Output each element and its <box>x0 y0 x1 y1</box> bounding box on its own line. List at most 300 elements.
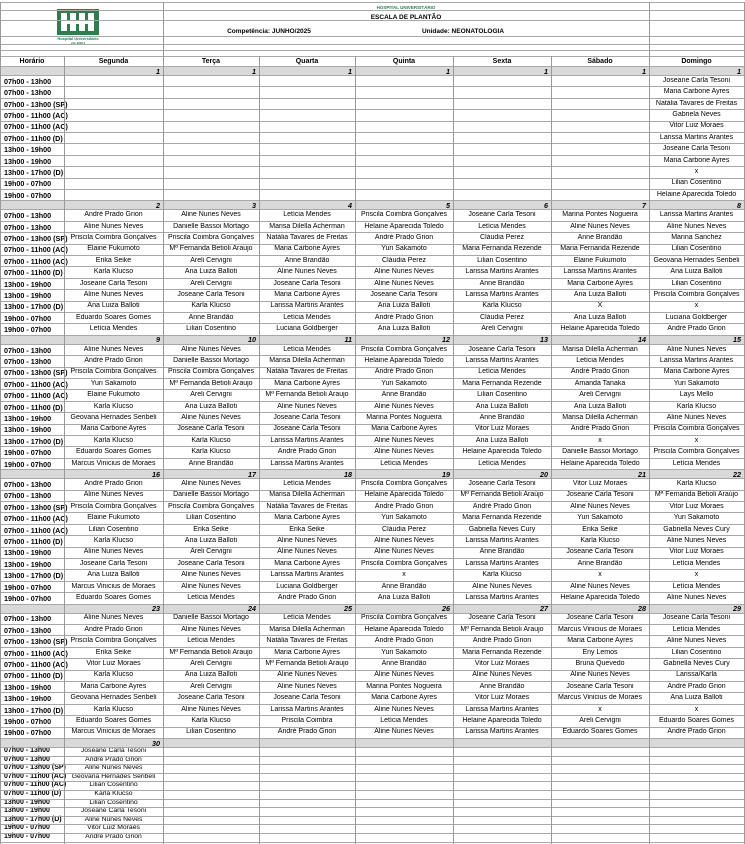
shift-cell: Joseane Carla Tesoni <box>273 425 341 433</box>
shift-cell: Érika Seike <box>95 648 132 656</box>
shift-cell: André Prado Grion <box>570 368 630 376</box>
shift-cell: Anne Brandão <box>577 559 623 567</box>
shift-cell: Mª Fernanda Betioli Araujo <box>169 245 253 253</box>
shift-cell: Letícia Mendes <box>672 459 721 467</box>
shift-cell: André Prado Grion <box>374 368 434 376</box>
shift-label: 13h00 - 19h00 <box>4 279 52 289</box>
shift-cell: Ana Luiza Balloti <box>184 268 238 276</box>
shift-cell: Ana Luiza Balloti <box>377 325 431 333</box>
shift-cell: Aline Nunes Neves <box>374 268 434 276</box>
shift-cell: Joseane Carla Tesoni <box>273 414 341 421</box>
shift-cell: Anne Brandão <box>479 279 525 287</box>
shift-label: 07h00 - 13h00 <box>4 755 50 763</box>
shift-cell: Letícia Mendes <box>672 625 721 633</box>
shift-cell: Areli Cervigni <box>190 548 232 556</box>
shift-cell: Geovana Hernades Seribeli <box>70 414 157 421</box>
shift-cell: Maria Carbone Ayres <box>663 156 730 164</box>
shift-cell: Larissa Martins Arantes <box>563 268 637 276</box>
shift-cell: André Prado Grion <box>277 448 337 456</box>
grid-line <box>0 166 744 167</box>
shift-cell: Lilian Cosentino <box>186 325 236 333</box>
shift-label: 07h00 - 11h00 (D) <box>4 402 63 412</box>
shift-cell: André Prado Grion <box>667 325 726 333</box>
shift-cell: André Prado Grion <box>667 728 726 736</box>
shift-cell: Eduardo Soares Gomes <box>75 448 152 456</box>
shift-cell: Elaine Fukumoto <box>573 256 627 264</box>
shift-label: 07h00 - 11h00 (AC) <box>4 245 68 255</box>
shift-cell: Marina Sanchez <box>671 234 722 241</box>
shift-cell: Aline Nunes Neves <box>570 582 630 590</box>
shift-cell: Maria Carbone Ayres <box>567 637 633 645</box>
shift-cell: Lilian Cosentino <box>671 648 722 656</box>
shift-cell: Mª Fernanda Betioli Araujo <box>460 625 544 633</box>
shift-cell: Gabriella Neves Cury <box>663 525 730 533</box>
shift-cell: Larissa Martins Arantes <box>465 705 539 713</box>
shift-cell: Natália Tavares de Freitas <box>266 637 348 645</box>
grid-line <box>0 121 744 122</box>
shift-label: 07h00 - 13h00 <box>4 614 52 624</box>
shift-cell: André Prado Grion <box>472 637 532 645</box>
shift-cell: Aline Nunes Neves <box>374 279 434 287</box>
shift-cell: Larissa/Karla <box>676 671 717 679</box>
shift-cell: Larissa Martins Arantes <box>465 728 539 736</box>
shift-label: 19h00 - 07h00 <box>4 824 50 832</box>
shift-cell: Ana Luiza Balloti <box>184 402 238 410</box>
shift-label: 19h00 - 07h00 <box>4 459 52 469</box>
shift-cell: Karla Klucso <box>191 448 231 456</box>
day-number: 16 <box>152 469 160 479</box>
grid-line <box>0 109 744 110</box>
shift-cell: Anne Brandão <box>381 660 427 667</box>
shift-cell: Larissa Martins Arantes <box>659 133 734 141</box>
shift-cell: X <box>597 302 603 310</box>
shift-label: 19h00 - 07h00 <box>4 594 52 603</box>
shift-cell: Helaine Aparecida Toledo <box>364 625 444 633</box>
shift-cell: Priscila Coimbra Gonçalves <box>70 368 157 376</box>
column-header-5: Sexta <box>492 58 512 65</box>
day-number: 8 <box>737 200 741 210</box>
shift-cell: Aline Nunes Neves <box>570 671 630 679</box>
shift-cell: Vitor Luiz Moraes <box>669 122 724 130</box>
shift-label: 07h00 - 11h00 (AC) <box>4 111 68 120</box>
shift-cell: André Prado Grion <box>85 833 142 840</box>
shift-cell: Larissa Martins Arantes <box>465 291 539 298</box>
shift-cell: Lilian Cosentino <box>477 256 527 264</box>
column-header-6: Sábado <box>587 58 613 65</box>
shift-label: 13h00 - 19h00 <box>4 798 50 806</box>
shift-cell: André Prado Grion <box>667 682 726 690</box>
day-number: 26 <box>442 604 450 614</box>
grid-line <box>0 189 744 190</box>
shift-cell: Aline Nunes Neves <box>83 291 144 298</box>
shift-cell: Yuri Sakamoto <box>673 514 720 522</box>
shift-cell: Priscila Coimbra Gonçalves <box>168 368 254 376</box>
shift-cell: Maria Carbone Ayres <box>663 368 730 376</box>
shift-label: 13h00 - 17h00 (D) <box>4 302 64 312</box>
shift-label: 07h00 - 11h00 (AC) <box>4 391 68 401</box>
grid-line <box>0 98 744 99</box>
shift-cell: Areli Cervigni <box>190 391 232 399</box>
shift-cell: Aline Nunes Neves <box>374 448 434 456</box>
day-number: 6 <box>544 200 548 210</box>
shift-cell: Larissa Martins Arantes <box>465 594 539 601</box>
shift-cell: Eduardo Soares Gomes <box>75 313 152 321</box>
day-number: 13 <box>540 335 548 345</box>
shift-cell: Letícia Mendes <box>89 325 138 333</box>
shift-cell: Karla Klucso <box>191 717 231 724</box>
shift-label: 07h00 - 11h00 (AC) <box>4 514 68 524</box>
shift-label: 19h00 - 07h00 <box>4 833 50 840</box>
shift-label: 19h00 - 07h00 <box>4 313 52 323</box>
shift-cell: Marcus Vinicius de Moraes <box>71 582 156 590</box>
shift-cell: Helaine Aparecida Toledo <box>364 222 444 230</box>
shift-cell: Bruna Quevedo <box>575 660 625 667</box>
hospital-name: HOSPITAL UNIVERSITÁRIO <box>376 5 436 10</box>
shift-cell: Ana Luiza Balloti <box>87 302 140 310</box>
shift-cell: Aline Nunes Neves <box>277 682 337 690</box>
shift-cell: Vitor Luiz Moraes <box>669 502 724 510</box>
shift-cell: Lilian Cosentino <box>671 245 722 253</box>
shift-label: 07h00 - 13h00 <box>4 480 52 489</box>
shift-cell: Vitor Luiz Moraes <box>572 480 628 487</box>
shift-cell: Aline Nunes Neves <box>374 548 434 556</box>
day-number: 3 <box>252 200 256 210</box>
shift-cell: Helaine Aparecida Toledo <box>462 717 542 724</box>
shift-cell: Priscila Coimbra Gonçalves <box>361 559 447 567</box>
shift-cell: Maria Carbone Ayres <box>80 425 147 433</box>
shift-cell: Aline Nunes Neves <box>181 345 241 353</box>
shift-cell: Areli Cervigni <box>190 256 232 264</box>
shift-cell: Letícia Mendes <box>672 559 721 567</box>
grid-line <box>0 132 744 133</box>
grid-line <box>0 56 744 57</box>
grid-line <box>0 44 744 45</box>
shift-cell: Lilian Cosentino <box>186 514 236 522</box>
shift-cell: Aline Nunes Neves <box>570 222 630 230</box>
shift-cell: Gabriela Neves <box>672 111 721 118</box>
shift-label: 07h00 - 11h00 (AC) <box>4 256 68 266</box>
shift-label: 19h00 - 07h00 <box>4 325 52 335</box>
shift-cell: Marcus Vinicius de Moraes <box>558 625 642 633</box>
shift-cell: x <box>694 302 699 310</box>
shift-cell: Letícia Mendes <box>283 313 331 321</box>
shift-cell: Aline Nunes Neves <box>84 764 143 772</box>
shift-label: 19h00 - 07h00 <box>4 582 52 592</box>
shift-cell: Ana Luiza Balloti <box>670 694 723 702</box>
day-number: 20 <box>540 469 548 479</box>
shift-cell: Maria Carbone Ayres <box>274 379 340 387</box>
shift-label: 13h00 - 17h00 (D) <box>4 815 62 823</box>
shift-cell: Joseane Carla Tesoni <box>177 694 245 702</box>
shift-cell: Joseane Carla Tesoni <box>468 211 536 219</box>
shift-cell: André Prado Grion <box>84 211 143 219</box>
shift-cell: Karla Klucso <box>482 302 522 310</box>
shift-cell: Priscila Coimbra Gonçalves <box>70 637 157 645</box>
day-number: 22 <box>733 469 741 479</box>
shift-cell: Vitor Luiz Moraes <box>474 425 530 433</box>
shift-cell: Vitor Luiz Moraes <box>87 824 140 832</box>
day-number: 18 <box>344 469 352 479</box>
shift-cell: Maria Carbone Ayres <box>371 425 437 433</box>
grid-line <box>0 143 744 144</box>
shift-cell: Eduardo Soares Gomes <box>75 717 152 724</box>
grid-column-line <box>0 2 1 844</box>
shift-cell: Vitor Luiz Moraes <box>474 660 530 667</box>
shift-cell: Marina Pontes Nogueira <box>562 211 638 219</box>
shift-cell: Aline Nunes Neves <box>83 222 144 230</box>
shift-cell: Aline Nunes Neves <box>374 728 434 736</box>
shift-cell: André Prado Grion <box>84 480 143 487</box>
shift-cell: Lilian Cosentino <box>89 781 138 789</box>
shift-cell: Helaine Aparecida Toledo <box>560 459 640 467</box>
shift-label: 13h00 - 19h00 <box>4 694 52 704</box>
shift-cell: Karla Klucso <box>93 705 134 713</box>
shift-cell: Cláudia Perez <box>480 234 524 241</box>
shift-cell: Yuri Sakamoto <box>381 245 427 253</box>
shift-cell: Mª Fernanda Betioli Araujo <box>169 648 253 656</box>
shift-label: 07h00 - 11h00 (D) <box>4 671 63 681</box>
shift-cell: Joseane Carla Tesoni <box>468 480 536 487</box>
shift-cell: Letícia Mendes <box>478 459 526 467</box>
shift-cell: Aline Nunes Neves <box>84 815 143 823</box>
shift-label: 07h00 - 13h00 (SP) <box>4 637 68 647</box>
shift-cell: Aline Nunes Neves <box>666 637 727 645</box>
shift-cell: Letícia Mendes <box>478 368 526 376</box>
shift-label: 07h00 - 13h00 (SP) <box>4 368 68 378</box>
shift-cell: Érika Seike <box>582 525 618 533</box>
shift-cell: Maria Fernanda Rezende <box>462 514 542 522</box>
shift-cell: Yuri Sakamoto <box>577 514 623 522</box>
shift-cell: Maria Carbone Ayres <box>663 88 730 96</box>
shift-cell: Danielle Bassoi Mortago <box>173 357 249 364</box>
shift-cell: Priscila Coimbra Gonçalves <box>361 211 447 219</box>
shift-cell: Marina Pontes Nogueira <box>366 414 442 421</box>
shift-cell: Mª Fernanda Betioli Araújo <box>654 491 739 499</box>
shift-cell: Cláudia Perez <box>382 525 426 533</box>
shift-cell: Areli Cervigni <box>190 279 232 287</box>
day-number: 5 <box>446 200 450 210</box>
shift-cell: Ana Luiza Balloti <box>573 291 627 298</box>
column-header-4: Quinta <box>392 58 416 65</box>
day-number: 27 <box>540 604 548 614</box>
column-header-2: Terça <box>201 58 221 65</box>
shift-cell: Geovana Hernades Seribeli <box>653 256 740 264</box>
shift-cell: Marcus Vinicius de Moraes <box>71 459 156 467</box>
shift-label: 07h00 - 13h00 <box>4 88 52 98</box>
shift-cell: Lilian Cosentino <box>671 279 722 287</box>
shift-label: 19h00 - 07h00 <box>4 728 52 738</box>
shift-cell: Geovana Hernades Seribeli <box>71 772 156 780</box>
shift-label: 07h00 - 13h00 <box>4 747 50 754</box>
shift-label: 07h00 - 11h00 (AC) <box>4 660 68 669</box>
shift-cell: Eny Lemos <box>582 648 618 656</box>
shift-cell: Joseane Carla Tesoni <box>177 291 245 298</box>
shift-cell: Luciana Goldberger <box>665 313 728 321</box>
shift-label: 07h00 - 11h00 (D) <box>4 790 62 797</box>
shift-cell: Anne Brandão <box>188 459 234 467</box>
shift-cell: Aline Nunes Neves <box>181 571 241 579</box>
shift-cell: Mª Fernanda Betioli Araujo <box>265 391 349 399</box>
shift-cell: Lilian Cosentino <box>88 525 139 533</box>
shift-cell: Marisa Dilella Acherman <box>269 491 345 499</box>
shift-cell: Priscila Coimbra Gonçalves <box>653 448 740 456</box>
shift-cell: Aline Nunes Neves <box>374 402 434 410</box>
shift-label: 07h00 - 13h00 <box>4 222 52 232</box>
shift-cell: Aline Nunes Neves <box>277 671 337 679</box>
shift-cell: Lilian Cosentino <box>477 391 527 399</box>
shift-cell: Aline Nunes Neves <box>374 537 434 544</box>
shift-cell: Aline Nunes Neves <box>83 548 144 556</box>
grid-line <box>0 10 744 11</box>
shift-label: 19h00 - 07h00 <box>4 190 52 200</box>
shift-cell: x <box>598 571 602 579</box>
shift-cell: Amanda Tanaka <box>574 379 626 387</box>
shift-cell: x <box>402 571 406 579</box>
shift-cell: Joseane Carla Tesoni <box>273 694 341 702</box>
shift-cell: Ana Luiza Balloti <box>87 571 140 579</box>
day-number: 4 <box>348 200 352 210</box>
shift-cell: Érika Seike <box>193 525 229 533</box>
day-number: 1 <box>156 66 160 76</box>
shift-cell: Anne Brandão <box>188 313 234 321</box>
shift-cell: Mª Fernanda Betioli Araujo <box>265 660 349 667</box>
day-number: 14 <box>638 335 646 345</box>
shift-cell: Yuri Sakamoto <box>90 379 137 387</box>
shift-cell: Geovana Hernades Seribeli <box>70 694 157 702</box>
shift-cell: Letícia Mendes <box>283 211 331 219</box>
shift-cell: Priscila Coimbra Gonçalves <box>70 234 157 241</box>
shift-cell: Aline Nunes Neves <box>374 436 434 444</box>
grid-line <box>0 842 744 843</box>
shift-cell: Aline Nunes Neves <box>181 625 241 633</box>
shift-cell: Karla Klucso <box>191 302 231 310</box>
shift-cell: Areli Cervigni <box>190 682 232 690</box>
shift-cell: Aline Nunes Neves <box>83 614 144 622</box>
grid-line <box>0 50 744 51</box>
shift-cell: Letícia Mendes <box>187 637 235 645</box>
shift-cell: Joseane Carla Tesoni <box>468 345 536 353</box>
shift-cell: Eduardo Soares Gomes <box>562 728 638 736</box>
shift-cell: Marcus Vinicius de Moraes <box>71 728 156 736</box>
shift-cell: Larissa Martins Arantes <box>270 436 344 444</box>
shift-cell: Karla Klucso <box>676 480 717 487</box>
shift-cell: Anne Brandão <box>479 414 525 421</box>
shift-cell: x <box>694 168 699 175</box>
shift-cell: Danielle Bassoi Mortago <box>173 491 249 499</box>
day-number: 12 <box>442 335 450 345</box>
shift-cell: Maria Carbone Ayres <box>274 559 340 567</box>
shift-cell: Natália Tavares de Freitas <box>266 502 348 510</box>
shift-cell: Maria Carbone Ayres <box>371 694 437 702</box>
grid-line <box>0 155 744 156</box>
shift-cell: Letícia Mendes <box>380 717 428 724</box>
shift-cell: Aline Nunes Neves <box>181 705 241 713</box>
shift-cell: Aline Nunes Neves <box>666 345 727 353</box>
shift-cell: Aline Nunes Neves <box>666 414 727 421</box>
shift-cell: Aline Nunes Neves <box>472 671 532 679</box>
shift-cell: Aline Nunes Neves <box>374 671 434 679</box>
shift-label: 13h00 - 17h00 (D) <box>4 436 64 446</box>
shift-cell: Joseane Carla Tesoni <box>566 614 634 622</box>
shift-cell: Letícia Mendes <box>187 594 235 601</box>
shift-cell: Joseane Carla Tesoni <box>662 614 731 622</box>
shift-cell: Maria Fernanda Rezende <box>560 245 640 253</box>
shift-label: 13h00 - 17h00 (D) <box>4 571 64 581</box>
shift-cell: Joseane Carla Tesoni <box>468 614 536 622</box>
shift-label: 13h00 - 19h00 <box>4 156 52 166</box>
shift-cell: Vitor Luiz Moraes <box>474 694 530 702</box>
shift-cell: Ana Luiza Balloti <box>670 268 723 276</box>
day-number: 23 <box>152 604 160 614</box>
shift-cell: Larissa Martins Arantes <box>270 302 344 310</box>
shift-label: 07h00 - 13h00 <box>4 345 52 355</box>
shift-cell: Larissa Martins Arantes <box>270 571 344 579</box>
shift-label: 07h00 - 11h00 (D) <box>4 268 63 278</box>
shift-label: 13h00 - 19h00 <box>4 425 52 435</box>
shift-cell: Marisa Dilella Acherman <box>269 222 345 230</box>
shift-cell: André Prado Grion <box>472 502 532 510</box>
shift-label: 13h00 - 17h00 (D) <box>4 168 64 177</box>
shift-cell: Danielle Bassoi Mortago <box>173 222 249 230</box>
shift-cell: Karla Klucso <box>676 402 717 410</box>
shift-cell: Aline Nunes Neves <box>277 402 337 410</box>
shift-cell: Eduardo Soares Gomes <box>658 717 735 724</box>
shift-cell: Joseane Carla Tesoni <box>566 682 634 690</box>
shift-cell: Joseane Carla Tesoni <box>79 279 148 287</box>
svg-text:Hospital Universitário: Hospital Universitário <box>57 36 99 41</box>
shift-cell: Cláudia Perez <box>382 256 426 264</box>
shift-label: 13h00 - 19h00 <box>4 414 52 423</box>
column-header-3: Quarta <box>295 58 319 65</box>
shift-cell: x <box>694 436 699 444</box>
shift-cell: Maria Carbone Ayres <box>274 245 340 253</box>
shift-cell: André Prado Grion <box>85 755 142 763</box>
shift-cell: Érika Seike <box>289 525 325 533</box>
shift-label: 13h00 - 17h00 (D) <box>4 705 64 715</box>
shift-cell: x <box>694 705 699 713</box>
shift-cell: Marcus Vinicius de Moraes <box>558 694 642 702</box>
shift-label: 07h00 - 13h00 <box>4 76 52 86</box>
shift-cell: Ana Luiza Balloti <box>475 402 529 410</box>
shift-label: 19h00 - 07h00 <box>4 179 52 189</box>
shift-cell: Marisa Dilella Acherman <box>562 414 638 421</box>
shift-label: 07h00 - 11h00 (AC) <box>4 525 68 535</box>
day-number: 25 <box>344 604 352 614</box>
shift-cell: Priscila Coimbra Gonçalves <box>653 291 740 298</box>
shift-cell: Lilian Cosentino <box>89 798 138 806</box>
shift-cell: André Prado Grion <box>277 594 337 601</box>
shift-label: 13h00 - 19h00 <box>4 682 52 692</box>
shift-cell: Maria Fernanda Rezende <box>462 648 542 656</box>
shift-cell: Yuri Sakamoto <box>381 514 427 522</box>
day-number: 1 <box>348 66 352 76</box>
grid-line <box>0 36 744 37</box>
shift-cell: Luciana Goldberger <box>276 582 338 590</box>
shift-cell: Mª Fernanda Betioli Araujo <box>169 379 253 387</box>
day-number: 17 <box>248 469 256 479</box>
shift-cell: Aline Nunes Neves <box>374 705 434 713</box>
shift-label: 07h00 - 13h00 (SP) <box>4 764 66 772</box>
shift-cell: Gabriella Neves Cury <box>663 660 730 667</box>
shift-label: 07h00 - 11h00 (D) <box>4 537 63 546</box>
shift-label: 07h00 - 11h00 (AC) <box>4 379 68 389</box>
day-number: 28 <box>638 604 646 614</box>
shift-cell: Areli Cervigni <box>481 325 523 333</box>
shift-cell: Joseane Carla Tesoni <box>566 548 634 556</box>
shift-cell: Lilian Cosentino <box>186 728 236 736</box>
shift-cell: Priscila Coimbra Gonçalves <box>361 614 447 622</box>
shift-label: 07h00 - 11h00 (AC) <box>4 648 68 658</box>
